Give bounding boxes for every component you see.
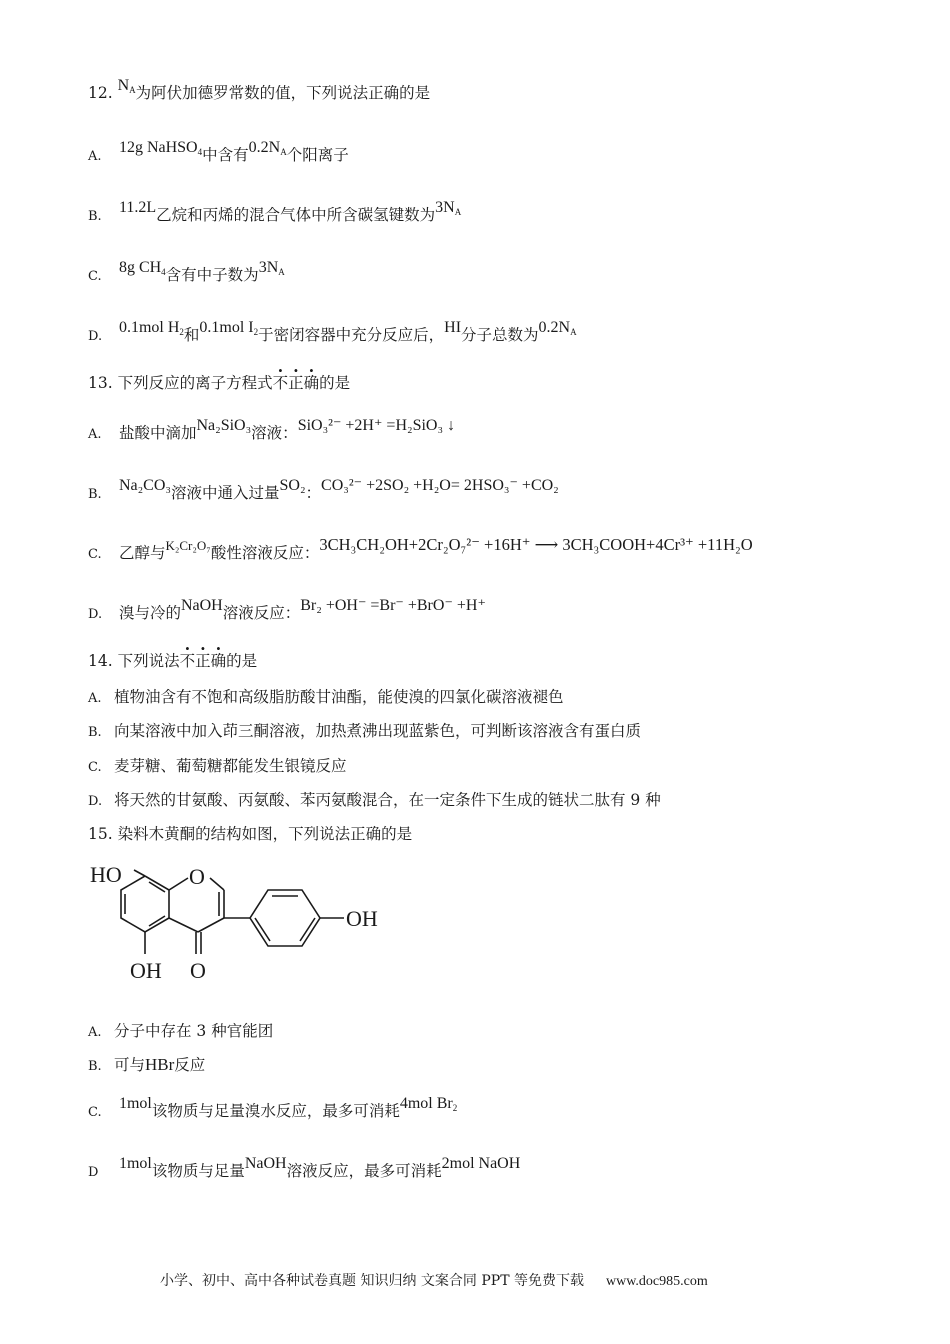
q15-option-b xyxy=(88,1054,205,1078)
oh-bottom-label: OH xyxy=(130,958,162,983)
option-label: C. xyxy=(88,760,102,775)
emphasis-char: 不 xyxy=(272,374,289,392)
ionic-equation: SiO₃²⁻ +2H⁺ =H₂SiO₃ ↓ xyxy=(297,417,456,434)
stem-text: 的是 xyxy=(319,374,351,392)
formula: $3N_A$ xyxy=(435,199,462,217)
option-text: 分子总数为 xyxy=(461,326,539,344)
option-text: 反应 xyxy=(174,1056,206,1074)
option-label: C. xyxy=(88,269,102,284)
q14-option-d xyxy=(88,789,661,813)
option-text: ： xyxy=(305,484,322,502)
option-label: B. xyxy=(88,487,102,502)
option-text: 乙烷和丙烯的混合气体中所含碳氢键数为 xyxy=(156,206,436,224)
q15-option-d xyxy=(88,1155,521,1184)
formula: 0.1mol $I_2$ xyxy=(199,319,259,337)
option-text: 将天然的甘氨酸、丙氨酸、苯丙氨酸混合，在一定条件下生成的链状二肽有 9 种 xyxy=(114,791,661,809)
option-text: 溶液反应： xyxy=(222,604,301,622)
option-label: B. xyxy=(88,725,102,740)
formula: 12g NaHSO$_4$ xyxy=(118,139,203,157)
formula: HBr xyxy=(145,1055,175,1074)
q15-number: 15. xyxy=(88,825,113,843)
ring-oxygen-label: O xyxy=(189,864,205,889)
q13-option-a xyxy=(88,417,456,446)
formula: 2mol NaOH xyxy=(441,1155,521,1172)
option-label: B. xyxy=(88,1059,102,1074)
q14-stem xyxy=(88,650,257,672)
formula: 11.2L xyxy=(118,199,157,216)
ionic-equation: 3CH₃CH₂OH+2Cr₂O₇²⁻ +16H⁺ ⟶ 3CH₃COOH+4Cr³⁺ +11H₂O xyxy=(319,535,753,554)
q13-number: 13. xyxy=(88,374,113,392)
ho-left-label: HO xyxy=(90,862,122,887)
option-text: 含有中子数为 xyxy=(165,266,259,284)
q13-option-c xyxy=(88,535,753,566)
formula: 1mol xyxy=(118,1095,152,1112)
option-label: C. xyxy=(88,1105,102,1120)
stem-text: 的是 xyxy=(226,652,258,670)
formula: 8g $CH_4$ xyxy=(118,259,166,277)
q13-stem xyxy=(88,372,350,394)
option-text: 中含有 xyxy=(202,146,249,164)
formula: $3N_A$ xyxy=(258,259,285,277)
q12-stem xyxy=(88,77,431,109)
formula: 4mol $Br_2$ xyxy=(399,1095,458,1113)
q12-option-b xyxy=(88,199,462,231)
emphasis-char: 正 xyxy=(288,374,304,392)
option-label: D. xyxy=(88,607,103,622)
option-text: 于密闭容器中充分反应后， xyxy=(258,326,445,344)
option-text: 向某溶液中加入茚三酮溶液，加热煮沸出现蓝紫色，可判断该溶液含有蛋白质 xyxy=(114,722,642,740)
q13-option-b xyxy=(88,477,559,506)
option-text: 可与 xyxy=(114,1056,146,1074)
option-text: 酸性溶液反应： xyxy=(210,544,320,562)
formula: HI xyxy=(444,319,462,336)
stem-text: 下列反应的离子方程式 xyxy=(117,374,273,392)
option-label: A. xyxy=(88,427,102,442)
q14-option-b xyxy=(88,720,641,744)
option-text: 溶液反应，最多可消耗 xyxy=(286,1162,442,1180)
q14-option-a xyxy=(88,686,564,710)
option-text: 该物质与足量溴水反应，最多可消耗 xyxy=(151,1102,400,1120)
carbonyl-oxygen-label: O xyxy=(190,958,206,983)
emphasis-char: 不 xyxy=(179,652,196,670)
q14-number: 14. xyxy=(88,652,113,670)
option-label: D xyxy=(88,1165,99,1180)
stem-text: 染料木黄酮的结构如图，下列说法正确的是 xyxy=(117,825,413,843)
option-label: A. xyxy=(88,149,102,164)
q12-option-c xyxy=(88,259,285,291)
stem-text: 下列说法 xyxy=(117,652,180,670)
formula: $0.2N_A$ xyxy=(538,319,577,337)
option-text: 盐酸中滴加 xyxy=(118,424,197,442)
q15-stem xyxy=(88,823,412,845)
page-footer xyxy=(160,1270,708,1290)
formula: Na₂CO₃ xyxy=(118,477,171,494)
option-text: 该物质与足量 xyxy=(151,1162,245,1180)
q12-option-d xyxy=(88,319,577,351)
emphasis-char: 确 xyxy=(210,652,227,670)
option-label: B. xyxy=(88,209,102,224)
option-text: 分子中存在 3 种官能团 xyxy=(114,1022,274,1040)
option-label: C. xyxy=(88,547,102,562)
formula: SO₂ xyxy=(279,477,306,494)
q15-option-a xyxy=(88,1020,273,1044)
option-label: D. xyxy=(88,794,103,809)
oh-right-label: OH xyxy=(346,906,378,931)
formula: $0.2N_A$ xyxy=(248,139,287,157)
option-label: D. xyxy=(88,329,103,344)
formula: 0.1mol $H_2$ xyxy=(118,319,184,337)
option-label: A. xyxy=(88,691,102,706)
formula: Na₂SiO₃ xyxy=(196,417,252,434)
emphasis-char: 确 xyxy=(303,374,320,392)
q12-stem-text: 为阿伏加德罗常数的值，下列说法正确的是 xyxy=(135,84,431,102)
q13-option-d xyxy=(88,597,486,626)
option-text: 植物油含有不饱和高级脂肪酸甘油酯，能使溴的四氯化碳溶液褪色 xyxy=(114,688,564,706)
option-text: 个阳离子 xyxy=(286,146,349,164)
emphasis-char: 正 xyxy=(195,652,211,670)
formula: 1mol xyxy=(118,1155,152,1172)
option-text: 乙醇与 xyxy=(118,544,166,562)
q12-number: 12. xyxy=(88,84,113,102)
option-text: 溶液： xyxy=(251,424,298,442)
option-text: 溶液中通入过量 xyxy=(170,484,280,502)
formula: NaOH xyxy=(180,597,223,614)
q12-option-a xyxy=(88,139,349,171)
ionic-equation: CO₃²⁻ +2SO₂ +H₂O= 2HSO₃⁻ +CO₂ xyxy=(321,477,559,494)
genistein-structure xyxy=(88,856,418,986)
q12-na-symbol: $N_A$ xyxy=(117,77,136,95)
option-text: 和 xyxy=(183,326,200,344)
formula: NaOH xyxy=(244,1155,287,1172)
footer-url[interactable]: www.doc985.com xyxy=(605,1274,708,1289)
ionic-equation: Br₂ +OH⁻ =Br⁻ +BrO⁻ +H⁺ xyxy=(300,597,486,614)
footer-text: 小学、初中、高中各种试卷真题 知识归纳 文案合同 PPT 等免费下载 xyxy=(160,1273,584,1289)
option-text: 溴与冷的 xyxy=(118,604,181,622)
q15-option-c xyxy=(88,1095,458,1127)
formula: K₂Cr₂O₇ xyxy=(165,538,211,553)
q14-option-c xyxy=(88,755,347,779)
option-label: A. xyxy=(88,1025,102,1040)
option-text: 麦芽糖、葡萄糖都能发生银镜反应 xyxy=(114,757,347,775)
